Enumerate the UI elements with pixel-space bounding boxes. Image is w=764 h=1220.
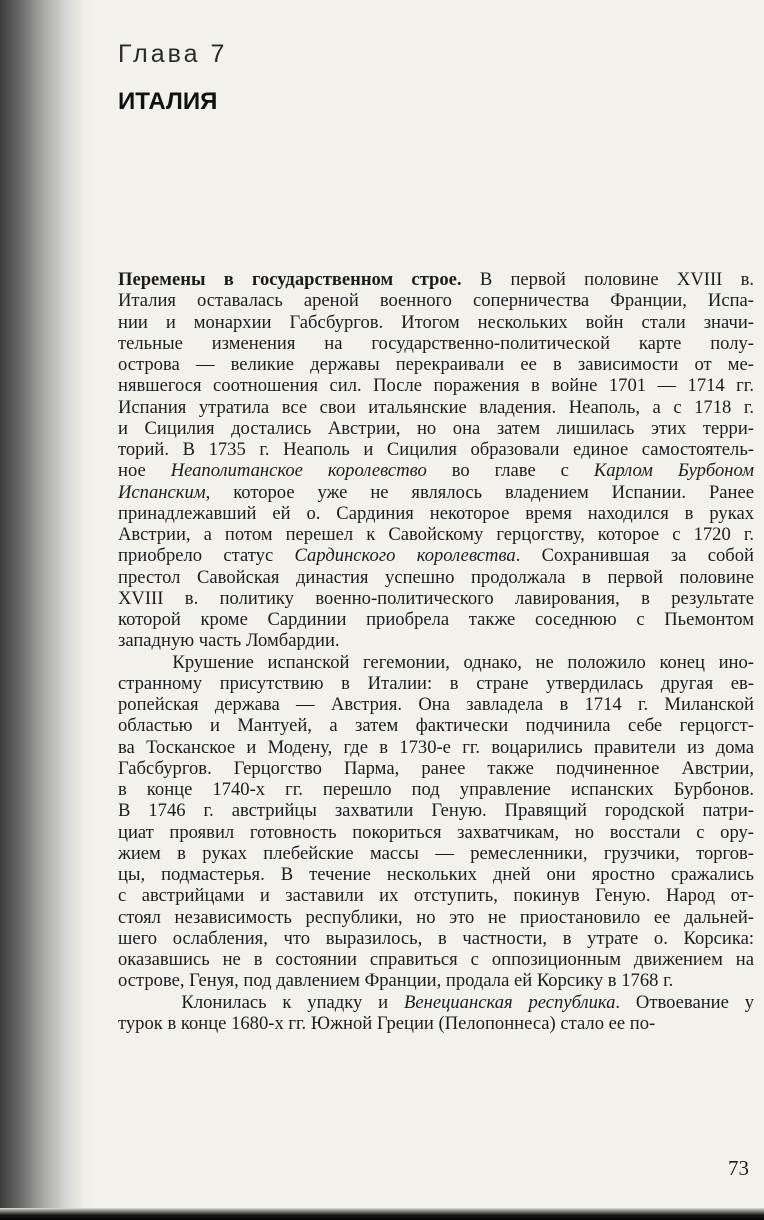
- text-line: Перемены в государственном строе. В первой половине XVIII в.: [118, 269, 754, 290]
- text-line: нявшегося соотношения сил. После поражения в войне 1701 — 1714 гг.: [118, 375, 754, 397]
- text-line: в конце 1740-х гг. перешло под управление испанских Бурбонов.: [118, 779, 754, 800]
- text-line: принадлежавший ей о. Сардиния некоторое время находился в руках: [118, 502, 754, 524]
- text-line: Испания утратила все свои итальянские владения. Неаполь, а с 1718 г.: [118, 396, 754, 418]
- text-line: цы, подмастерья. В течение нескольких дней они яростно сражались: [118, 864, 754, 885]
- text-line: странному присутствию в Италии: в стране утвердилась другая ев-: [118, 672, 754, 694]
- text-line: тельные изменения на государственно-политической карте полу-: [118, 332, 754, 354]
- page-bottom-edge: [0, 1208, 764, 1220]
- text-line: Австрии, а потом перешел к Савойскому герцогству, которое с 1720 г.: [118, 524, 754, 545]
- text-line: Габсбургов. Герцогство Парма, ранее также подчиненное Австрии,: [118, 757, 754, 779]
- text-line: западную часть Ломбардии.: [118, 630, 340, 652]
- text-line: острове, Генуя, под давлением Франции, продала ей Корсику в 1768 г.: [118, 970, 674, 992]
- text-line: турок в конце 1680-х гг. Южной Греции (Пелопоннеса) стало ее по-: [118, 1012, 656, 1034]
- text-line: Крушение испанской гегемонии, однако, не положило конец ино-: [118, 651, 754, 673]
- chapter-label: Глава 7: [118, 40, 228, 68]
- text-line: престол Савойская династия успешно продолжала в первой половине: [118, 566, 754, 588]
- body-text: [118, 269, 754, 1034]
- text-line: шего ослабления, что выразилось, в частности, в утрате о. Корсика:: [118, 927, 754, 949]
- text-line: и Сицилия достались Австрии, но она затем лишилась этих терри-: [118, 417, 754, 439]
- text-line: Испанским, которое уже не являлось владением Испании. Ранее: [118, 481, 754, 503]
- text-line: торий. В 1735 г. Неаполь и Сицилия образовали единое самостоятель-: [118, 439, 754, 460]
- text-line: областью и Мантуей, а затем фактически подчинила себе герцогст-: [118, 715, 754, 737]
- book-gutter-shadow: [0, 0, 92, 1220]
- paragraph-venetian-republic: [118, 992, 754, 1035]
- text-line: Италия оставалась ареной военного соперничества Франции, Испа-: [118, 290, 754, 312]
- text-line: приобрело статус Сардинского королевства. Сохранившая за собой: [118, 545, 754, 567]
- chapter-title: ИТАЛИЯ: [118, 88, 218, 115]
- text-line: острова — великие державы перекраивали ее в зависимости от ме-: [118, 354, 754, 375]
- paragraph-austrian-presence: [118, 652, 754, 992]
- text-line: оказавшись не в состоянии справиться с оппозиционным движением на: [118, 949, 754, 970]
- text-line: стоял независимость республики, но это не приостановило ее дальней-: [118, 906, 754, 928]
- text-line: XVIII в. политику военно-политического лавирования, в результате: [118, 587, 754, 609]
- text-line: нии и монархии Габсбургов. Итогом нескольких войн стали значи-: [118, 311, 754, 333]
- text-line: которой кроме Сардинии приобрела также соседнюю с Пьемонтом: [118, 609, 754, 630]
- paragraph-state-changes: [118, 269, 754, 652]
- text-line: ва Тосканское и Модену, где в 1730-е гг. воцарились правители из дома: [118, 736, 754, 758]
- text-line: с австрийцами и заставили их отступить, покинув Геную. Народ от-: [118, 885, 754, 907]
- text-line: жием в руках плебейские массы — ремесленники, грузчики, торгов-: [118, 842, 754, 864]
- text-line: ропейская держава — Австрия. Она завладела в 1714 г. Миланской: [118, 694, 754, 715]
- page-number: 73: [728, 1156, 749, 1180]
- text-line: Клонилась к упадку и Венецианская республика. Отвоевание у: [118, 991, 754, 1013]
- text-line: циат проявил готовность покориться захватчикам, но восстали с ору-: [118, 821, 754, 843]
- text-line: В 1746 г. австрийцы захватили Геную. Правящий городской патри-: [118, 800, 754, 822]
- text-line: ное Неаполитанское королевство во главе с Карлом Бурбоном: [118, 460, 754, 482]
